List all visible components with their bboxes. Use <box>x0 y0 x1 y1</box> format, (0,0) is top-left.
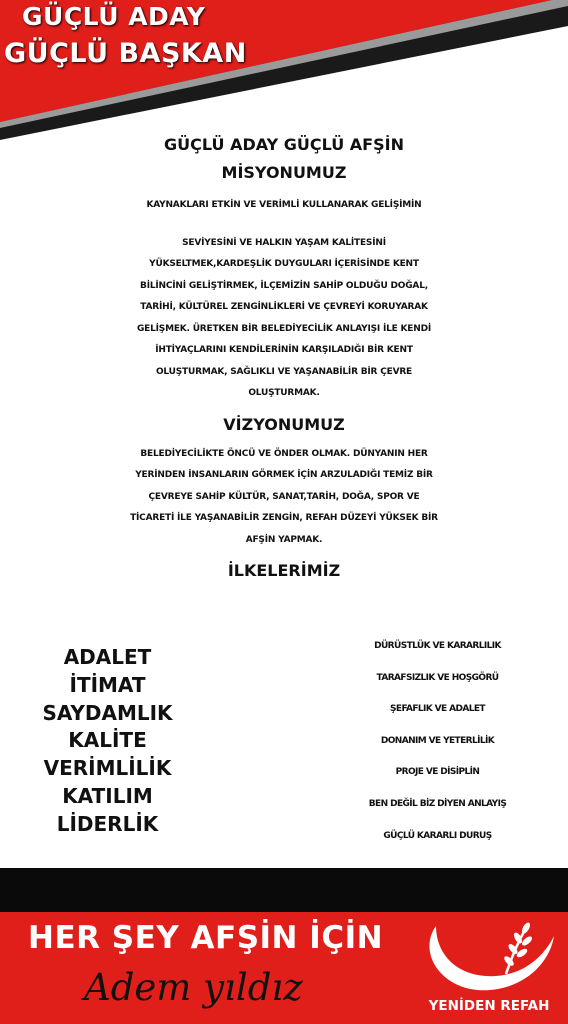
vision-line: TİCARETİ İLE YAŞANABİLİR ZENGİN, REFAH DÜZEYİ YÜKSEK BİR <box>130 513 438 523</box>
vision-line: YERİNDEN İNSANLARIN GÖRMEK İÇİN ARZULADIĞI TEMİZ BİR <box>135 470 433 480</box>
mission-line: BİLİNCİNİ GELİŞTİRMEK, İLÇEMİZİN SAHİP OLDUĞU DOĞAL, <box>140 280 428 291</box>
mission-text <box>0 233 568 405</box>
principle-item: DÜRÜSTLÜK VE KARARLILIK <box>374 641 501 651</box>
footer-slogan: HER ŞEY AFŞİN İÇİN <box>28 920 384 956</box>
mission-line: TARİHİ, KÜLTÜREL ZENGİNLİKLERİ VE ÇEVREYİ KORUYARAK <box>140 302 428 312</box>
top-banner <box>0 0 568 140</box>
page-title: GÜÇLÜ ADAY GÜÇLÜ AFŞİN <box>164 135 404 154</box>
principle-item: ADALET <box>63 645 152 669</box>
mission-first-line: KAYNAKLARI ETKİN VE VERİMLİ KULLANARAK GELİŞİMİN <box>146 200 422 210</box>
signature: Adem yıldız <box>84 966 303 1009</box>
vision-line: ÇEVREYE SAHİP KÜLTÜR, SANAT,TARİH, DOĞA, SPOR VE <box>148 491 420 502</box>
mission-line: OLUŞTURMAK, SAĞLIKLI VE YAŞANABİLİR BİR ÇEVRE <box>155 366 413 377</box>
principle-item: VERİMLİLİK <box>43 756 172 781</box>
vision-text <box>0 444 568 552</box>
mission-line: İHTİYAÇLARINI KENDİLERİNİN KARŞILADIĞI BİR KENT <box>155 345 413 355</box>
mission-heading: MİSYONUMUZ <box>221 163 347 182</box>
principle-item: KATILIM <box>62 783 153 808</box>
principle-item: BEN DEĞİL BİZ DİYEN ANLAYIŞ <box>368 798 507 809</box>
footer-black-band <box>0 868 568 912</box>
content <box>0 133 568 580</box>
principle-item: PROJE VE DİSİPLİN <box>395 767 480 778</box>
banner-line-1: GÜÇLÜ ADAY <box>22 2 206 31</box>
principle-item: KALİTE <box>68 728 147 753</box>
principle-item: GÜÇLÜ KARARLI DURUŞ <box>383 830 492 841</box>
vision-line: AFŞİN YAPMAK. <box>245 534 323 545</box>
banner-line-2: GÜÇLÜ BAŞKAN <box>4 38 247 69</box>
mission-line: YÜKSELTMEK,KARDEŞLİK DUYGULARI İÇERİSİNDE KENT <box>149 259 419 269</box>
party-logo <box>414 916 564 1020</box>
principles-heading: İLKELERİMİZ <box>227 561 341 580</box>
crescent-and-wheat-icon <box>414 916 564 1000</box>
principle-item: İTİMAT <box>69 672 146 697</box>
mission-line: OLUŞTURMAK. <box>248 388 320 398</box>
logo-text: YENİDEN REFAH <box>428 998 550 1014</box>
principle-item: DONANIM VE YETERLİLİK <box>380 735 495 746</box>
vision-line: BELEDİYECİLİKTE ÖNCÜ VE ÖNDER OLMAK. DÜNYANIN HER <box>140 448 428 459</box>
principle-item: ŞEFAFLIK VE ADALET <box>390 704 485 715</box>
vision-heading: VİZYONUMUZ <box>223 414 345 434</box>
mission-line: GELİŞMEK. ÜRETKEN BİR BELEDİYECİLİK ANLAYIŞI İLE KENDİ <box>136 323 432 334</box>
principles-left-list <box>40 644 175 839</box>
mission-line: SEVİYESİNİ VE HALKIN YAŞAM KALİTESİNİ <box>182 237 386 248</box>
principle-item: SAYDAMLIK <box>42 700 173 725</box>
principles-right-list <box>300 631 568 852</box>
principle-item: TARAFSIZLIK VE HOŞGÖRÜ <box>376 672 499 683</box>
principle-item: LİDERLİK <box>56 811 159 836</box>
